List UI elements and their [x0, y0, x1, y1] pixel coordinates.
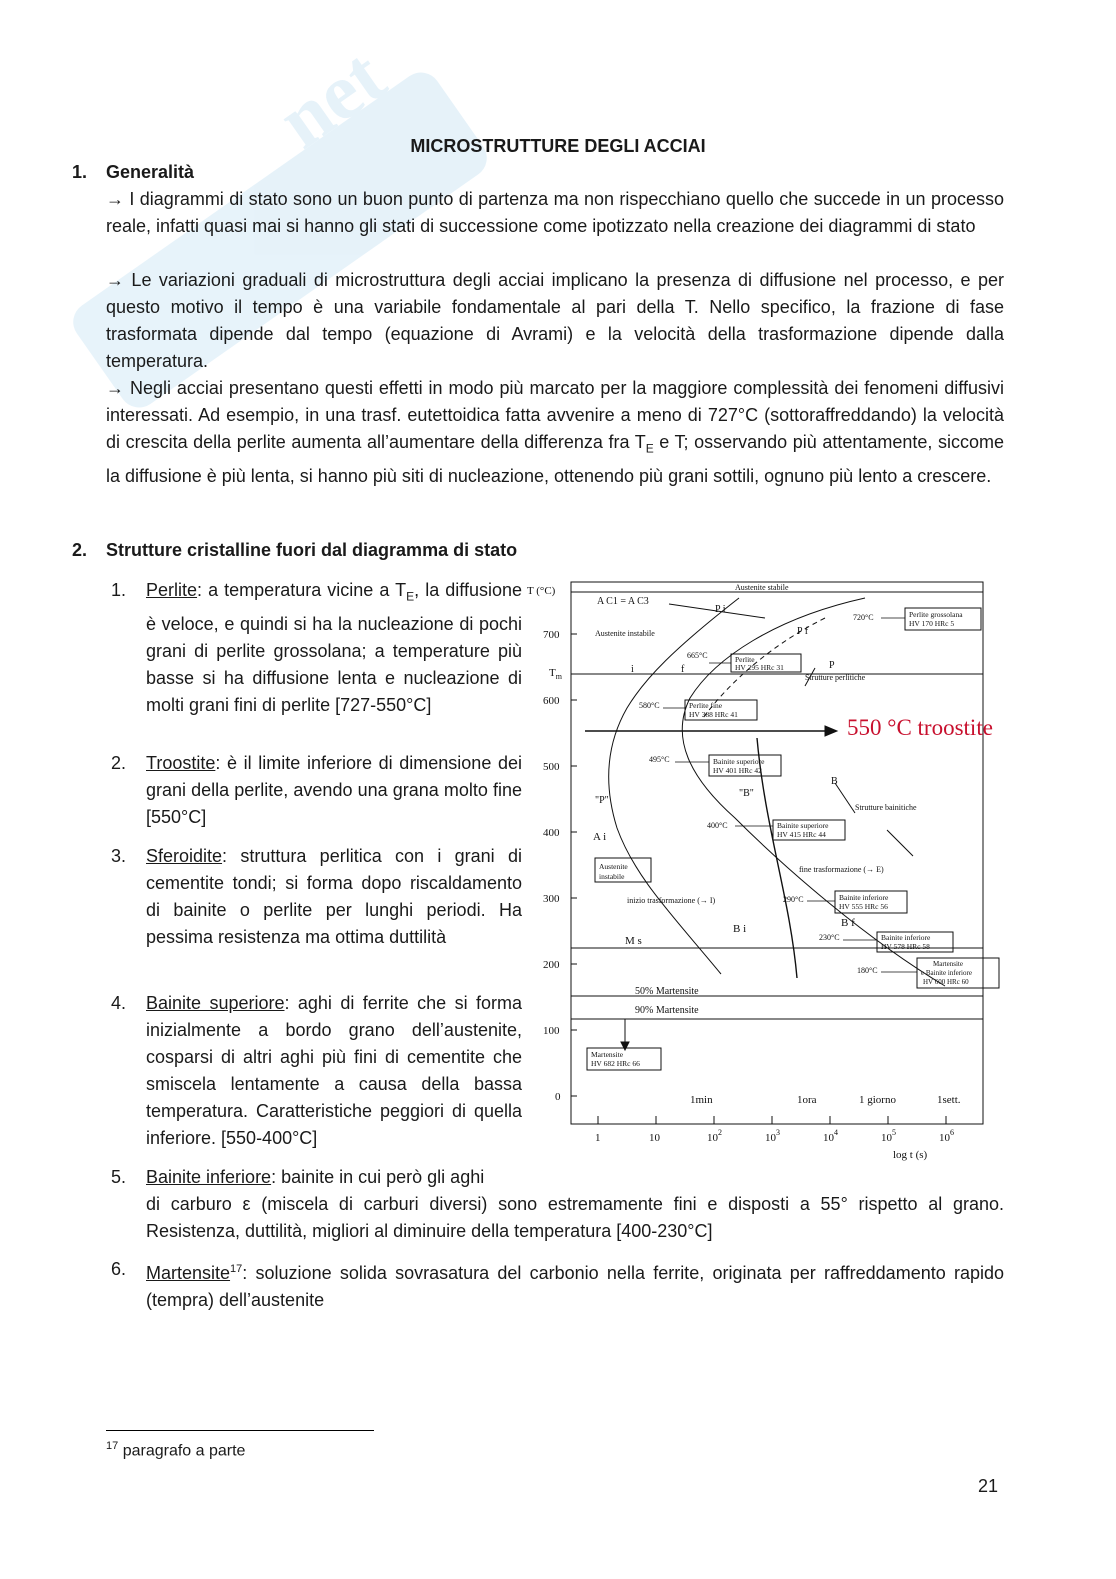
label-b: B [831, 776, 838, 787]
temp-495: 495°C [649, 755, 670, 764]
x-axis-label: log t (s) [893, 1149, 928, 1161]
y-tick-label: 400 [543, 827, 560, 839]
p3-text-b: e T; osservando più attentamente, siccome la diffusione è più lenta, si hanno più siti di nucleazione, ottenendo più grani sottili, ognuno più lento a crescere. [106, 432, 1004, 486]
label-strutture-perlitiche: Strutture perlitiche [805, 673, 866, 682]
temp-580: 580°C [639, 701, 660, 710]
box-perlite-fine-hv: HV 388 HRc 41 [689, 710, 738, 719]
p3-sub: E [645, 441, 654, 456]
item-martensite [146, 1256, 1004, 1314]
item5-text-a: : bainite in cui però gli aghi [271, 1167, 485, 1187]
box-bainite-sup1-hv: HV 401 HRc 42 [713, 766, 762, 775]
box-bainite-sup2-hv: HV 415 HRc 44 [777, 830, 826, 839]
footnote-number: 17 [106, 1440, 119, 1452]
y-tick-label: 100 [543, 1025, 560, 1037]
curve-transformation-end [682, 598, 945, 986]
troostite-label: 550 °C troostite [847, 715, 993, 740]
item3-number: 3. [111, 846, 127, 866]
y-tick-label: 500 [543, 761, 560, 773]
page-title: MICROSTRUTTURE DEGLI ACCIAI [410, 136, 706, 156]
x-tick-label: $10^5$ [881, 1128, 896, 1144]
label-pi: P i [715, 604, 726, 615]
box-bainite-inf2-name: Bainite inferiore [881, 933, 931, 942]
time-mark: 1 giorno [859, 1094, 896, 1106]
x-tick-label: 1 [595, 1132, 601, 1144]
section1-paragraph1: → I diagrammi di stato sono un buon punto di partenza ma non rispecchiano quello che succede in un processo reale, infatti quasi mai si hanno gli stati di successione come ipotizzato nella creazione dei diagrammi di stato [106, 189, 1004, 236]
label-ms: M s [625, 935, 642, 947]
label-quote-p: "P" [595, 795, 609, 806]
label-strutture-bainitiche: Strutture bainitiche [855, 803, 917, 812]
label-mart50: 50% Martensite [635, 986, 699, 997]
item4-text: : aghi di ferrite che si forma inizialmente a bordo grano dell’austenite, cosparsi di altri aghi più fini di cementite che smiscela lentamente a causa della bassa temperatura. Caratteristiche peggiori di quella inferiore. [550-400°C] [146, 993, 522, 1148]
item4-number: 4. [111, 993, 127, 1013]
x-tick-label: 10 [649, 1132, 660, 1144]
box-mart-bain-hv: HV 600 HRc 60 [923, 978, 969, 986]
item-bainite-inferiore-rest: di carburo ε (miscela di carburi diversi) sono estremamente fini e disposti a 55° rispetto al grano. Resistenza, duttilità, migliori al diminuire della temperatura [400-230°C] [146, 1194, 1004, 1241]
section1-title: Generalità [106, 162, 195, 182]
item6-text: : soluzione solida sovrasatura del carbonio nella ferrite, originata per raffreddamento rapido (tempra) dell’austenite [146, 1263, 1004, 1310]
box-austenite-line1: Austenite [599, 862, 628, 871]
label-ac: A C1 = A C3 [597, 596, 649, 607]
box-mart-bain-name: Martensite [933, 960, 963, 968]
item1-text-a: : a temperatura vicine a T [197, 580, 407, 600]
term-troostite: Troostite [146, 753, 216, 773]
label-austenite-instabile: Austenite instabile [595, 629, 655, 638]
watermark-text: net [262, 32, 401, 166]
item-bainite-inferiore-line1 [146, 1164, 522, 1191]
temp-230: 230°C [819, 933, 840, 942]
y-tick-label: 0 [555, 1091, 561, 1103]
item2-text: : è il limite inferiore di dimensione dei grani della perlite, avendo una grana molto fine [550°C] [146, 753, 522, 827]
x-tick-label: $10^4$ [823, 1128, 838, 1144]
term-martensite: Martensite [146, 1263, 231, 1283]
tm-label: $T_m$ [549, 667, 562, 681]
item1-sub: E [406, 589, 415, 604]
y-axis-label: T (°C) [527, 585, 556, 597]
x-tick-label: $10^3$ [765, 1128, 780, 1144]
label-f: f [681, 664, 685, 675]
footnote-ref: 17 [230, 1263, 243, 1275]
y-tick-label: 700 [543, 629, 560, 641]
box-perlite-hv: HV 295 HRc 31 [735, 663, 784, 672]
label-austenite-stabile: Austenite stabile [735, 583, 789, 592]
temp-290: 290°C [783, 895, 804, 904]
label-bi: B i [733, 923, 747, 935]
item-perlite [146, 577, 522, 719]
item6-number: 6. [111, 1259, 127, 1279]
item-troostite [146, 750, 522, 831]
box-perlite-grossolana-name: Perlite grossolana [909, 610, 963, 619]
label-quote-b: "B" [739, 788, 754, 799]
y-tick-label: 200 [543, 959, 560, 971]
section1-paragraph3 [106, 375, 1004, 490]
temp-400: 400°C [707, 821, 728, 830]
curve-transformation-start [609, 598, 739, 974]
temp-720: 720°C [853, 613, 874, 622]
time-mark: 1min [690, 1094, 713, 1106]
box-austenite-line2: instabile [599, 872, 625, 881]
y-tick-label: 600 [543, 695, 560, 707]
box-perlite-grossolana-hv: HV 170 HRc 5 [909, 619, 955, 628]
box-bainite-sup2-name: Bainite superiore [777, 821, 829, 830]
p3-text-a: → Negli acciai presentano questi effetti in modo più marcato per la maggiore complessità dei fenomeni diffusivi interessati. Ad esempio, in una trasf. eutettoidica fatta avvenire a meno di 727°C (sottoraffreddando) la velocità di crescita della perlite aumenta all’aumentare della differenza fra T [106, 378, 1004, 452]
item3-text: : struttura perlitica con i grani di cementite tondi; si forma dopo riscaldamento di bainite o perlite per lunghi periodi. Ha pessima resistenza ma ottima duttilità [146, 846, 522, 947]
box-perlite-name: Perlite [735, 655, 755, 664]
label-pf: P f [797, 626, 809, 637]
item-sferoidite [146, 843, 522, 951]
temp-180: 180°C [857, 966, 878, 975]
ttt-diagram [525, 578, 1020, 1168]
item-bainite-superiore [146, 990, 522, 1152]
label-inizio-trasformazione: inizio trasformazione (→ I) [627, 896, 716, 905]
box-bainite-sup1-name: Bainite superiore [713, 757, 765, 766]
label-fine-trasformazione: fine trasformazione (→ E) [799, 865, 884, 874]
box-perlite-fine-name: Perlite fine [689, 701, 723, 710]
term-bainite-inferiore: Bainite inferiore [146, 1167, 272, 1187]
box-martensite-name: Martensite [591, 1050, 624, 1059]
x-tick-label: $10^2$ [707, 1128, 722, 1144]
term-bainite-superiore: Bainite superiore [146, 993, 285, 1013]
term-perlite: Perlite [146, 580, 198, 600]
footnote-text: paragrafo a parte [118, 1442, 246, 1460]
box-bainite-inf2-hv: HV 578 HRc 58 [881, 942, 930, 951]
term-sferoidite: Sferoidite [146, 846, 223, 866]
page-number: 21 [978, 1476, 999, 1496]
temp-665: 665°C [687, 651, 708, 660]
box-bainite-inf1-hv: HV 555 HRc 56 [839, 902, 888, 911]
y-tick-label: 300 [543, 893, 560, 905]
section1-heading [72, 162, 194, 183]
item2-number: 2. [111, 753, 127, 773]
label-bf: B f [841, 917, 855, 929]
time-mark: 1sett. [937, 1094, 961, 1106]
section1-number: 1. [72, 162, 88, 182]
box-martensite-hv: HV 682 HRc 66 [591, 1059, 640, 1068]
section2-number: 2. [72, 540, 88, 560]
box-mart-bain-sub: e Bainite inferiore [921, 969, 972, 977]
item1-text-b: , la diffusione è veloce, e quindi si ha la nucleazione di pochi grani di perlite grossolana; a temperature più basse si ha diffusione lenta e nucleazione di molti grani fini di perlite [727-550°C] [146, 580, 522, 715]
label-mart90: 90% Martensite [635, 1005, 699, 1016]
x-ticks [598, 1116, 946, 1124]
section1-paragraph2: → Le variazioni graduali di microstruttura degli acciai implicano la presenza di diffusione nel processo, e per questo motivo il tempo è una variabile fondamentale al pari della T. Nello specifico, la frazione di fase trasformata dipende dal tempo (equazione di Avrami) e la velocità della trasformazione dipende dalla temperatura. [106, 270, 1004, 371]
label-i: i [631, 664, 634, 675]
item1-number: 1. [111, 580, 127, 600]
x-tick-label: $10^6$ [939, 1128, 954, 1144]
footnote [106, 1440, 245, 1460]
section2-heading [72, 540, 517, 561]
time-mark: 1ora [797, 1094, 817, 1106]
y-ticks [571, 634, 577, 1096]
box-bainite-inf1-name: Bainite inferiore [839, 893, 889, 902]
item5-number: 5. [111, 1167, 127, 1187]
label-p: P [829, 660, 835, 671]
label-ai: A i [593, 831, 607, 843]
section2-title: Strutture cristalline fuori dal diagramma di stato [106, 540, 518, 560]
footnote-divider [106, 1430, 374, 1431]
curve-bi [757, 738, 797, 978]
